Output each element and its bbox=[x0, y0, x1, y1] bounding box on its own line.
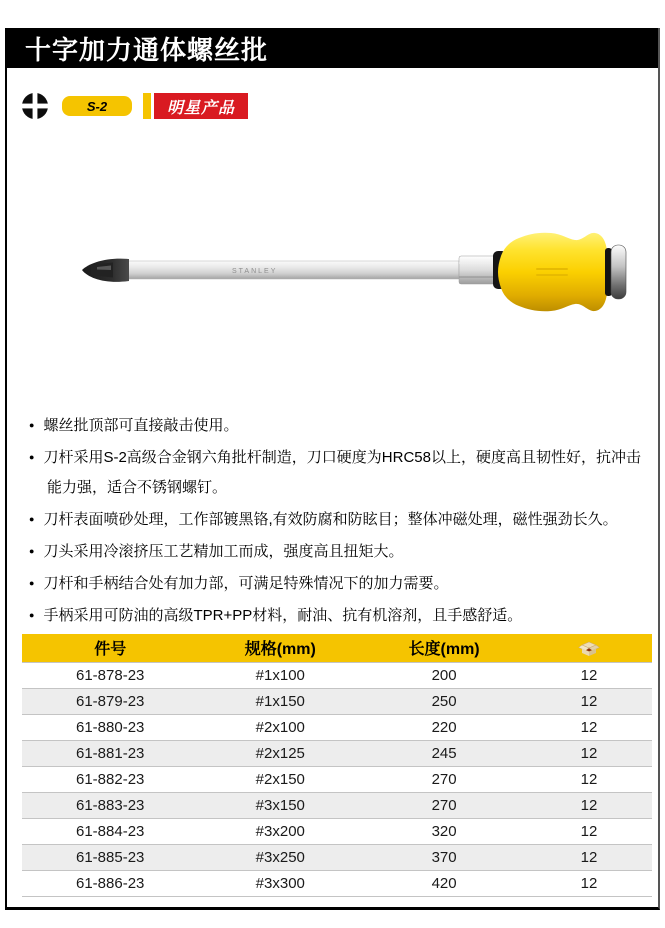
cell-spec: #2x150 bbox=[255, 770, 305, 788]
cell-pack-qty: 12 bbox=[580, 796, 598, 814]
table-row bbox=[22, 870, 652, 896]
cell-spec: #3x300 bbox=[255, 874, 305, 892]
feature-item: ● 刀头采用冷滚挤压工艺精加工而成，强度高且扭矩大。 bbox=[29, 536, 653, 567]
table-row bbox=[22, 844, 652, 870]
badges-row bbox=[21, 90, 248, 122]
cell-length: 320 bbox=[431, 822, 457, 840]
table-row bbox=[22, 766, 652, 792]
cell-spec: #2x100 bbox=[255, 718, 305, 736]
cell-spec: #1x100 bbox=[255, 666, 305, 684]
tip-material-badge bbox=[62, 96, 132, 116]
title-bar bbox=[7, 28, 658, 68]
feature-item: ● 刀杆采用S-2高级合金钢六角批杆制造，刀口硬度为HRC58以上，硬度高且韧性好，抗冲击能力强，适合不锈钢螺钉。 bbox=[29, 442, 653, 503]
col-header-length: 长度(mm) bbox=[362, 634, 526, 662]
cell-length: 420 bbox=[431, 874, 457, 892]
cell-pack-qty: 12 bbox=[580, 666, 598, 684]
table-row bbox=[22, 792, 652, 818]
cell-pack-qty: 12 bbox=[580, 692, 598, 710]
carton-box-icon bbox=[577, 639, 601, 657]
star-badge-label: 明星产品 bbox=[154, 93, 248, 119]
product-photo-screwdriver bbox=[67, 211, 627, 317]
cell-pack-qty: 12 bbox=[580, 822, 598, 840]
cell-pack-qty: 12 bbox=[580, 874, 598, 892]
cell-pack-qty: 12 bbox=[580, 848, 598, 866]
cell-part-no: 61-882-23 bbox=[76, 770, 145, 788]
col-header-part-no: 件号 bbox=[22, 634, 198, 662]
cell-spec: #3x250 bbox=[255, 848, 305, 866]
col-header-pack-qty bbox=[526, 634, 652, 662]
cell-spec: #3x200 bbox=[255, 822, 305, 840]
tip-material-label: S-2 bbox=[86, 98, 108, 114]
feature-item: ● 刀杆和手柄结合处有加力部，可满足特殊情况下的加力需要。 bbox=[29, 568, 653, 599]
feature-list bbox=[29, 410, 653, 632]
screwdriver-illustration bbox=[67, 211, 627, 317]
cell-part-no: 61-885-23 bbox=[76, 848, 145, 866]
cell-part-no: 61-880-23 bbox=[76, 718, 145, 736]
cell-pack-qty: 12 bbox=[580, 770, 598, 788]
cell-pack-qty: 12 bbox=[580, 718, 598, 736]
cell-length: 270 bbox=[431, 796, 457, 814]
cell-spec: #3x150 bbox=[255, 796, 305, 814]
star-badge-accent-bar bbox=[143, 93, 151, 119]
cell-pack-qty: 12 bbox=[580, 744, 598, 762]
cell-part-no: 61-883-23 bbox=[76, 796, 145, 814]
cell-length: 245 bbox=[431, 744, 457, 762]
cell-length: 220 bbox=[431, 718, 457, 736]
star-product-badge bbox=[143, 93, 248, 119]
table-row bbox=[22, 688, 652, 714]
cell-spec: #2x125 bbox=[255, 744, 305, 762]
table-row bbox=[22, 740, 652, 766]
feature-item: ● 刀杆表面喷砂处理，工作部镀黑铬,有效防腐和防眩目；整体冲磁处理，磁性强劲长久。 bbox=[29, 504, 653, 535]
table-row bbox=[22, 662, 652, 688]
yellow-handle bbox=[498, 233, 607, 312]
cell-part-no: 61-881-23 bbox=[76, 744, 145, 762]
cell-length: 200 bbox=[431, 666, 457, 684]
cell-part-no: 61-879-23 bbox=[76, 692, 145, 710]
table-row bbox=[22, 714, 652, 740]
cell-part-no: 61-886-23 bbox=[76, 874, 145, 892]
cell-length: 250 bbox=[431, 692, 457, 710]
hex-bolster bbox=[459, 256, 495, 284]
content-frame bbox=[5, 28, 660, 910]
table-header-row bbox=[22, 634, 652, 662]
cell-part-no: 61-884-23 bbox=[76, 822, 145, 840]
phillips-head-icon bbox=[21, 92, 49, 120]
feature-item: ● 螺丝批顶部可直接敲击使用。 bbox=[29, 410, 653, 441]
col-header-spec: 规格(mm) bbox=[198, 634, 362, 662]
spec-table bbox=[22, 634, 652, 897]
screwdriver-shaft bbox=[125, 261, 459, 279]
table-row bbox=[22, 818, 652, 844]
page-title: 十字加力通体螺丝批 bbox=[25, 34, 269, 65]
shaft-brand-text: STANLEY bbox=[232, 268, 278, 275]
cell-spec: #1x150 bbox=[255, 692, 305, 710]
cell-length: 370 bbox=[431, 848, 457, 866]
feature-item: ● 手柄采用可防油的高级TPR+PP材料，耐油、抗有机溶剂，且手感舒适。 bbox=[29, 600, 653, 631]
cell-length: 270 bbox=[431, 770, 457, 788]
striking-cap bbox=[611, 245, 626, 299]
cell-part-no: 61-878-23 bbox=[76, 666, 145, 684]
